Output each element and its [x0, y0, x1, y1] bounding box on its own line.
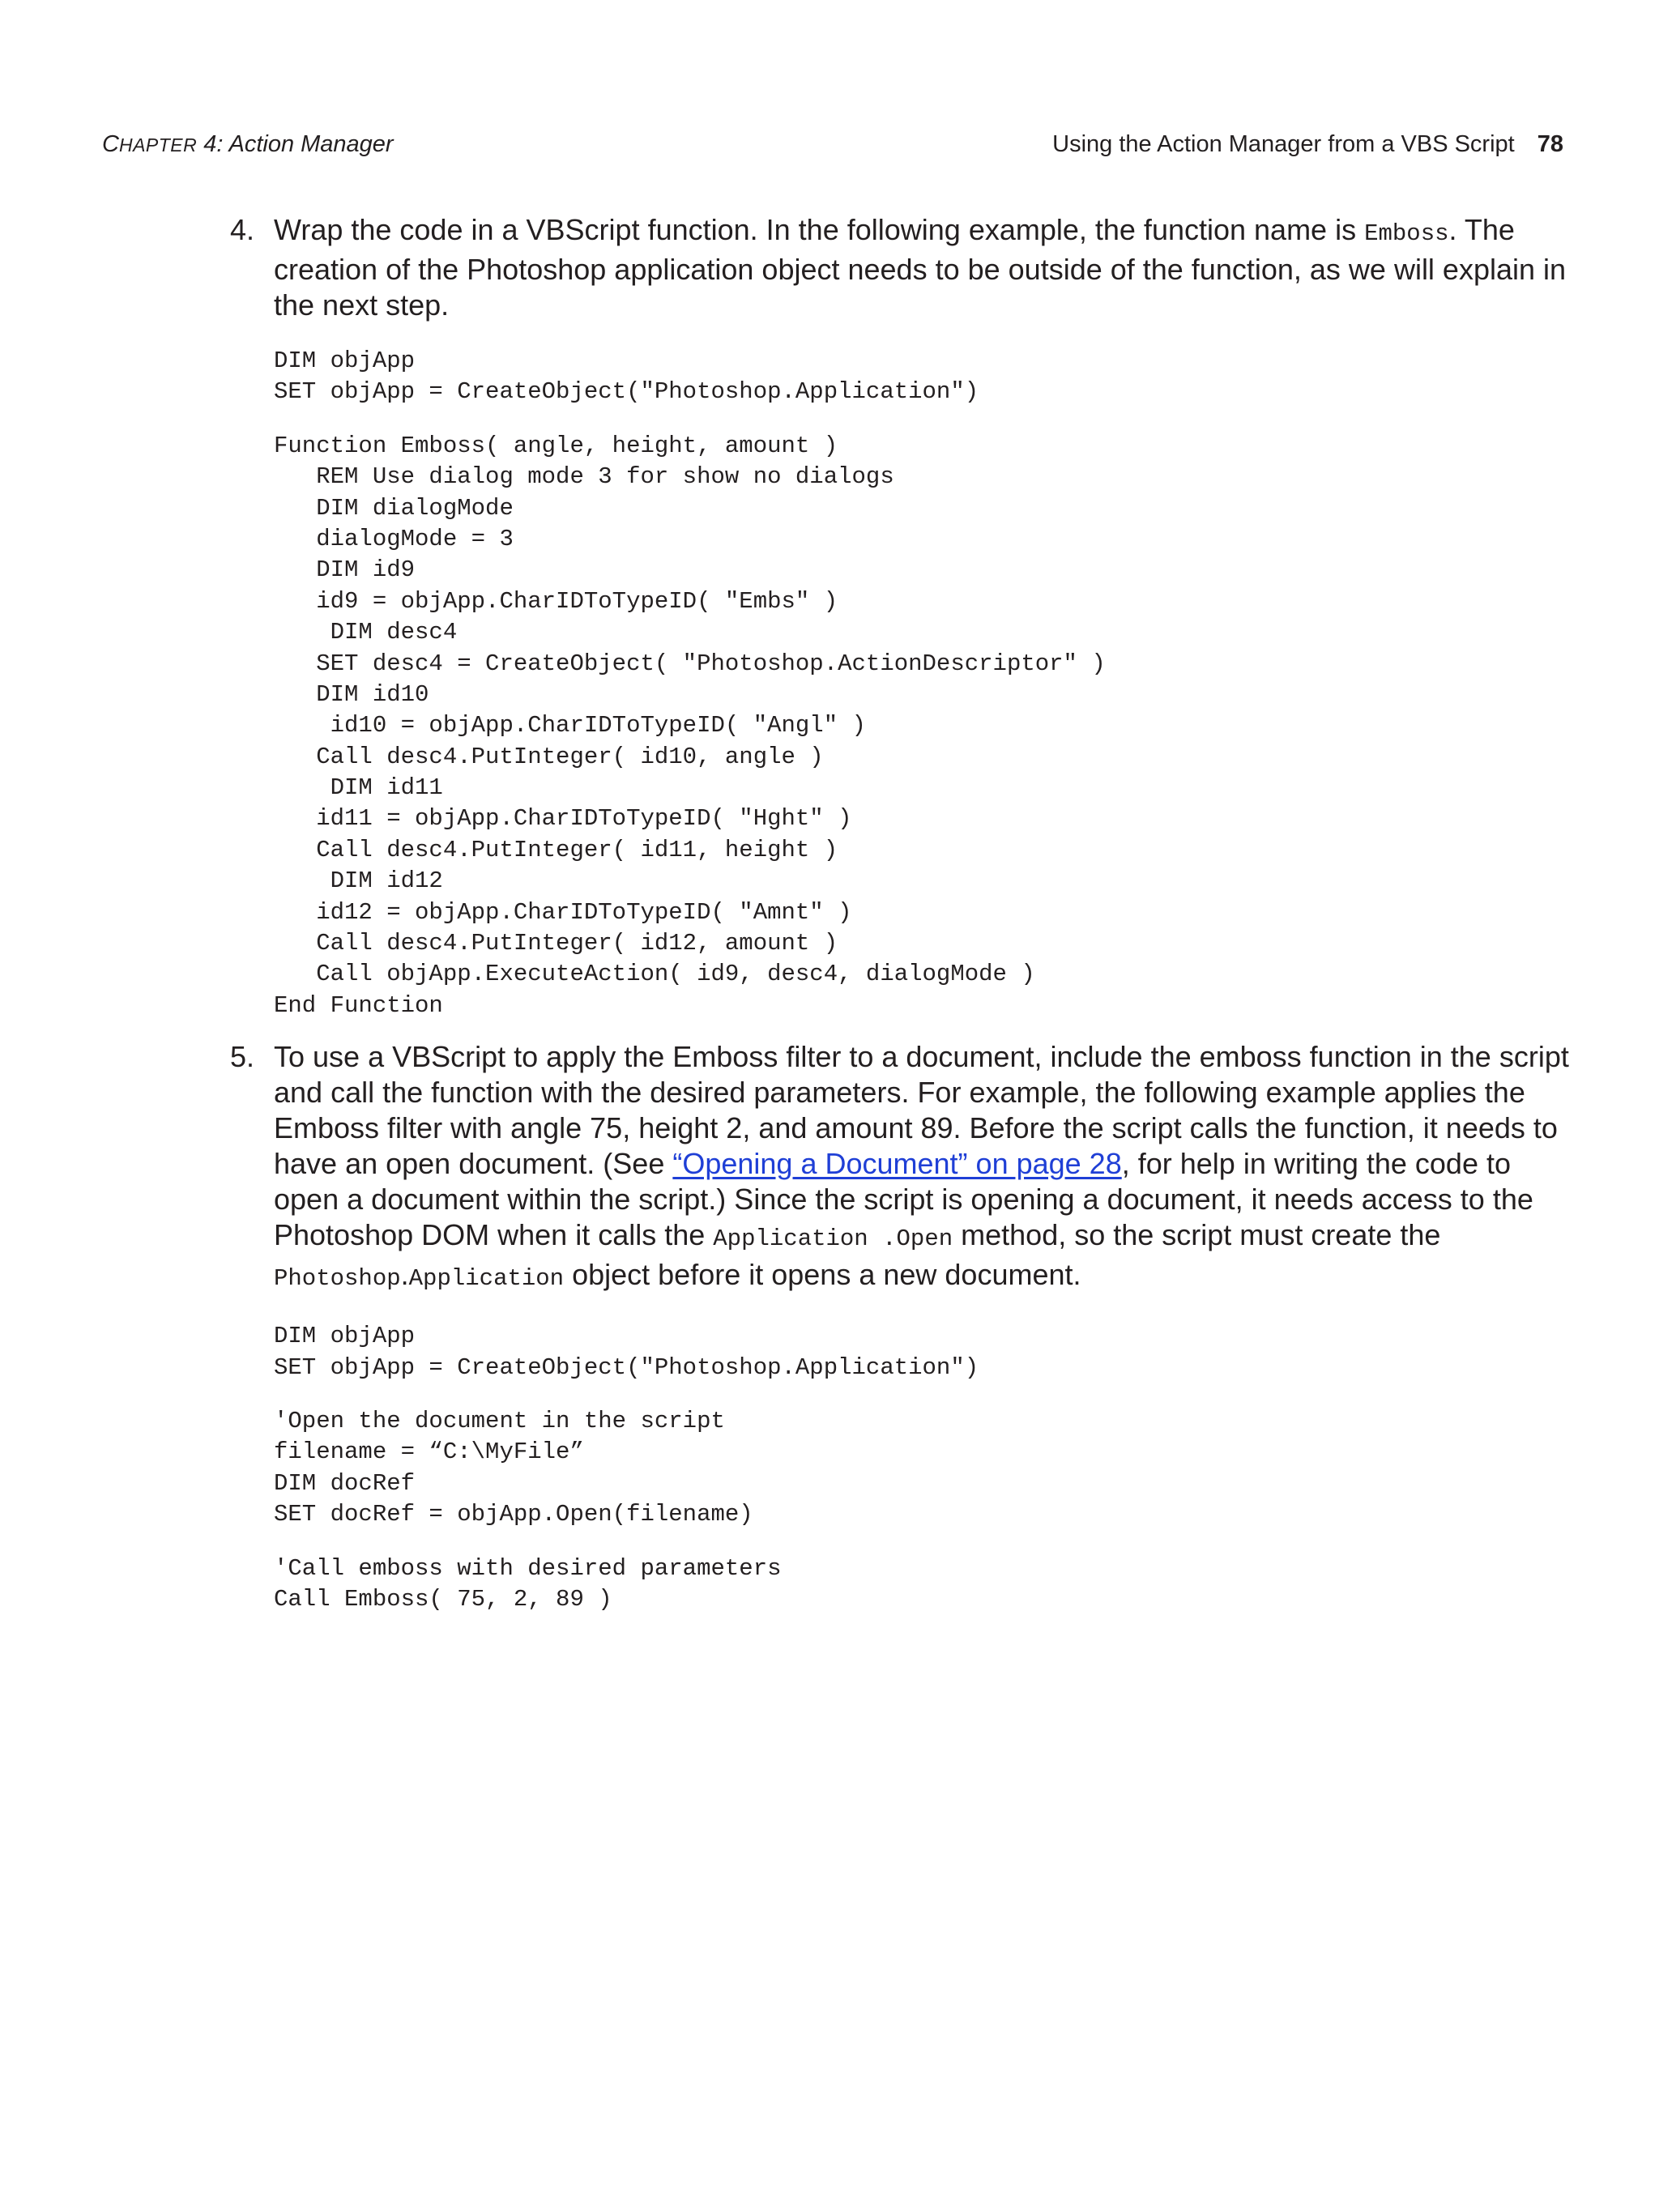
- code-line: DIM objApp: [274, 347, 416, 374]
- code-group: [274, 1554, 1570, 1616]
- step-number: 5.: [230, 1040, 255, 1074]
- code-group: [274, 346, 1570, 408]
- code-line: DIM dialogMode: [274, 494, 514, 522]
- code-line: SET objApp = CreateObject("Photoshop.Application"): [274, 1353, 979, 1381]
- step-4: [230, 212, 1570, 323]
- code-line: dialogMode = 3: [274, 525, 514, 552]
- code-line: id12 = objApp.CharIDToTypeID( "Amnt" ): [274, 898, 852, 926]
- code-line: id9 = objApp.CharIDToTypeID( "Embs" ): [274, 587, 838, 615]
- step-text-segment: method, so the script must create the: [953, 1218, 1441, 1252]
- code-line: DIM objApp: [274, 1323, 416, 1350]
- code-line: DIM docRef: [274, 1469, 416, 1497]
- step-4-text: [274, 212, 1570, 323]
- step-text-segment: To use a VBScript to apply the Emboss filter to a document, include the emboss function in the script and call the function with the desired parameters. For example, the following example applies the Emboss filter with angle 75, height 2, and amount 89. Before the script calls the function, it needs to have an open document. (See: [274, 1040, 1569, 1181]
- page-number: 78: [1537, 131, 1563, 157]
- step-number: 4.: [230, 213, 255, 246]
- code-line: id11 = objApp.CharIDToTypeID( "Hght" ): [274, 805, 852, 833]
- code-line: Call desc4.PutInteger( id11, height ): [274, 836, 838, 863]
- step-text-segment: object before it opens a new document.: [564, 1258, 1081, 1292]
- chapter-smallcap: HAPTER: [118, 134, 198, 156]
- code-line: DIM id10: [274, 680, 429, 708]
- code-line: Call Emboss( 75, 2, 89 ): [274, 1585, 612, 1613]
- code-line: filename = “C:\MyFile”: [274, 1438, 584, 1466]
- code-group: [274, 431, 1570, 1021]
- inline-code: Photoshop: [274, 1265, 401, 1293]
- step-text-segment: Wrap the code in a VBScript function. In the following example, the function name is: [274, 213, 1365, 246]
- page-header: [102, 128, 1563, 160]
- step-text-segment: .: [400, 1258, 409, 1292]
- code-line: DIM id9: [274, 556, 416, 584]
- inline-code: Application: [408, 1265, 565, 1293]
- code-line: 'Open the document in the script: [274, 1407, 725, 1434]
- code-group: [274, 1406, 1570, 1531]
- code-group: [274, 1321, 1570, 1383]
- step-text-segment: , for help in writing the code to open a document within the script.) Since the script is opening a document, it needs access to the Photoshop DOM when it calls the: [274, 1147, 1533, 1252]
- code-line: DIM id12: [274, 867, 443, 895]
- code-block: [274, 346, 1570, 1021]
- chapter-title: [102, 128, 394, 161]
- section-header: [1052, 128, 1563, 160]
- code-line: Call desc4.PutInteger( id12, amount ): [274, 930, 838, 957]
- code-line: DIM id11: [274, 774, 443, 802]
- code-line: 'Call emboss with desired parameters: [274, 1554, 782, 1582]
- code-line: REM Use dialog mode 3 for show no dialogs: [274, 463, 894, 491]
- inline-code: Application .Open: [713, 1225, 953, 1253]
- code-line: SET docRef = objApp.Open(filename): [274, 1501, 753, 1528]
- code-line: Function Emboss( angle, height, amount ): [274, 432, 838, 459]
- code-line: Call objApp.ExecuteAction( id9, desc4, dialogMode ): [274, 961, 1035, 988]
- inline-code: Emboss: [1364, 220, 1449, 247]
- section-title: Using the Action Manager from a VBS Script: [1052, 131, 1515, 157]
- step-5: [230, 1039, 1570, 1297]
- code-line: Call desc4.PutInteger( id10, angle ): [274, 743, 824, 770]
- step-text-segment: . The creation of the Photoshop application object needs to be outside of the function, as we will explain in the next step.: [274, 213, 1567, 322]
- code-block: [274, 1321, 1570, 1615]
- step-5-text: [274, 1039, 1570, 1297]
- code-line: DIM desc4: [274, 619, 458, 646]
- chapter-name: 4: Action Manager: [197, 131, 394, 157]
- code-line: id10 = objApp.CharIDToTypeID( "Angl" ): [274, 712, 866, 739]
- code-line: End Function: [274, 991, 443, 1019]
- cross-reference-link[interactable]: “Opening a Document” on page 28: [672, 1147, 1122, 1181]
- chapter-cap: C: [102, 131, 119, 157]
- code-line: SET objApp = CreateObject("Photoshop.Application"): [274, 378, 979, 406]
- code-line: SET desc4 = CreateObject( "Photoshop.ActionDescriptor" ): [274, 650, 1106, 677]
- page-content: [230, 212, 1570, 1615]
